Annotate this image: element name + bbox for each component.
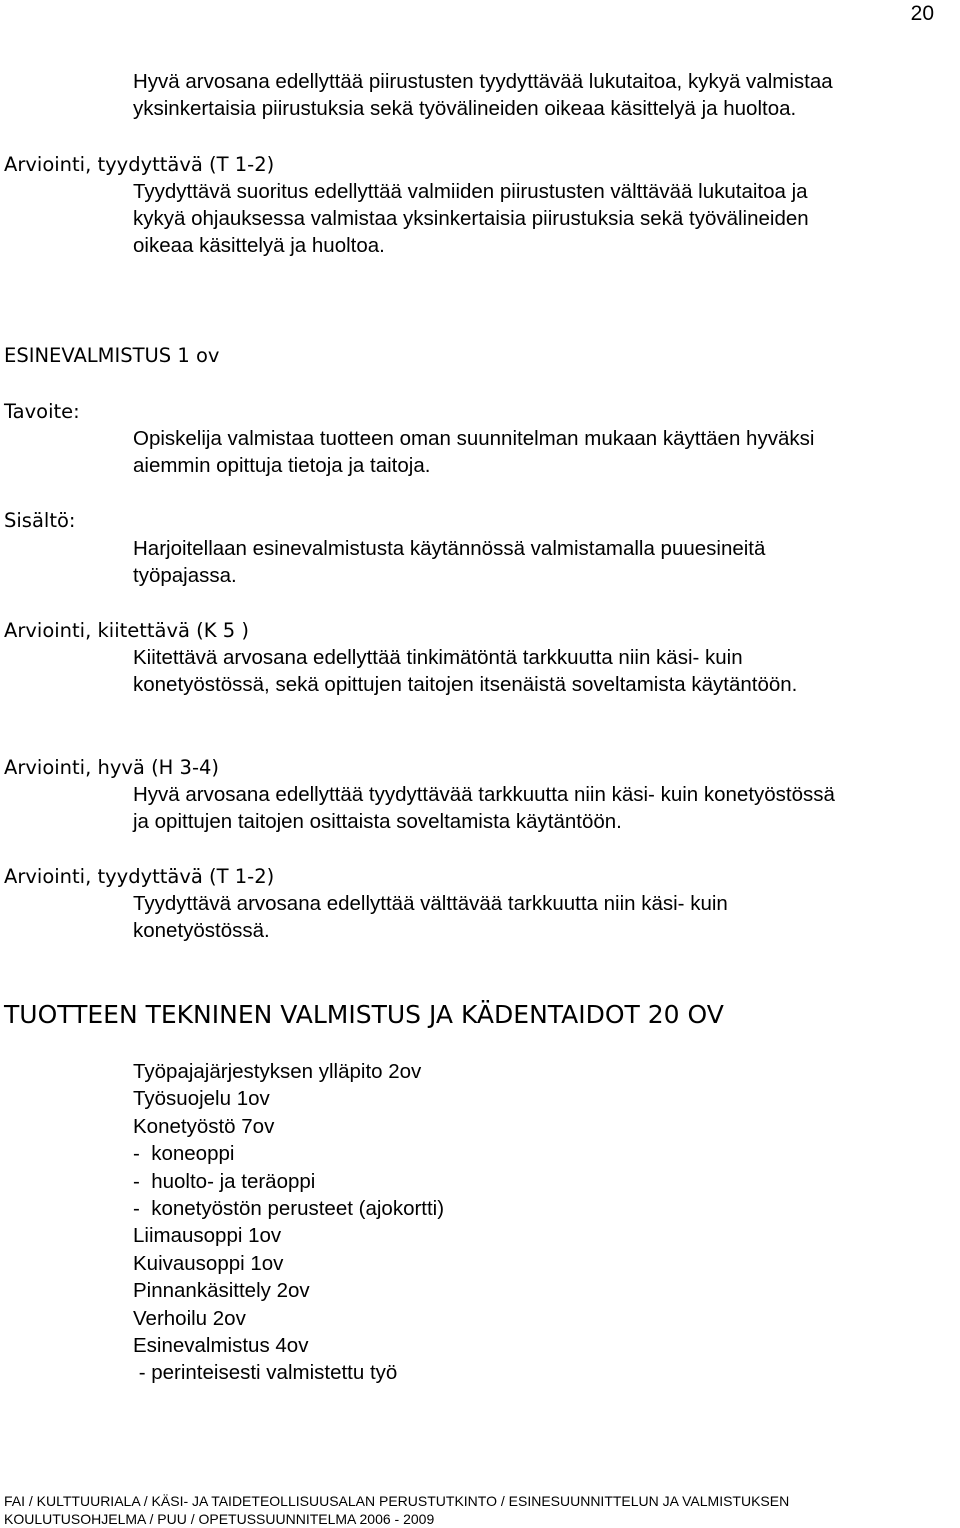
paragraph-line: konetyöstössä. bbox=[133, 919, 270, 942]
assessment-text-satisfactory-prev bbox=[133, 178, 809, 259]
content-text bbox=[133, 535, 765, 589]
assessment-text-good bbox=[133, 781, 835, 835]
list-item: Konetyöstö 7ov bbox=[133, 1114, 275, 1138]
assessment-heading-satisfactory-prev: Arviointi, tyydyttävä (T 1-2) bbox=[4, 153, 275, 176]
paragraph-line: Opiskelija valmistaa tuotteen oman suunnitelman mukaan käyttäen hyväksi bbox=[133, 427, 815, 450]
list-item: Kuivausoppi 1ov bbox=[133, 1251, 284, 1275]
paragraph-line: Tyydyttävä arvosana edellyttää välttävää tarkkuutta niin käsi- kuin bbox=[133, 892, 728, 915]
paragraph-line: ja opittujen taitojen osittaista soveltamista käytäntöön. bbox=[133, 810, 622, 833]
list-item: Pinnankäsittely 2ov bbox=[133, 1279, 310, 1303]
footer bbox=[4, 1492, 789, 1528]
list-item: Esinevalmistus 4ov bbox=[133, 1334, 309, 1358]
page-number: 20 bbox=[910, 2, 934, 25]
list-item: - perinteisesti valmistettu työ bbox=[133, 1361, 398, 1385]
paragraph-line: Kiitettävä arvosana edellyttää tinkimätöntä tarkkuutta niin käsi- kuin bbox=[133, 646, 743, 669]
footer-line: KOULUTUSOHJELMA / PUU / OPETUSSUUNNITELMA 2006 - 2009 bbox=[4, 1511, 435, 1527]
paragraph-line: kykyä ohjauksessa valmistaa yksinkertaisia piirustuksia sekä työvälineiden bbox=[133, 207, 809, 230]
assessment-heading-excellent: Arviointi, kiitettävä (K 5 ) bbox=[4, 619, 249, 642]
assessment-text-excellent bbox=[133, 644, 797, 698]
paragraph-line: Hyvä arvosana edellyttää piirustusten tyydyttävää lukutaitoa, kykyä valmistaa bbox=[133, 70, 833, 93]
paragraph-line: yksinkertaisia piirustuksia sekä työvälineiden oikeaa käsittelyä ja huoltoa. bbox=[133, 97, 797, 120]
list-item: - konetyöstön perusteet (ajokortti) bbox=[133, 1197, 445, 1221]
assessment-heading-good: Arviointi, hyvä (H 3-4) bbox=[4, 756, 219, 779]
list-item: - huolto- ja teräoppi bbox=[133, 1169, 316, 1193]
paragraph-line: Harjoitellaan esinevalmistusta käytännössä valmistamalla puuesineitä bbox=[133, 537, 766, 560]
intro-paragraph bbox=[133, 68, 833, 122]
paragraph-line: Tyydyttävä suoritus edellyttää valmiiden piirustusten välttävää lukutaitoa ja bbox=[133, 180, 808, 203]
list-item: Työpajajärjestyksen ylläpito 2ov bbox=[133, 1060, 422, 1083]
footer-line: FAI / KULTTUURIALA / KÄSI- JA TAIDETEOLLISUUSALAN PERUSTUTKINTO / ESINESUUNNITTELUN JA VALMISTUKSEN bbox=[4, 1493, 790, 1509]
list-item: Verhoilu 2ov bbox=[133, 1306, 246, 1330]
goal-text bbox=[133, 425, 814, 479]
paragraph-line: työpajassa. bbox=[133, 564, 237, 587]
paragraph-line: aiemmin opittuja tietoja ja taitoja. bbox=[133, 454, 431, 477]
content-label: Sisältö: bbox=[4, 509, 76, 532]
list-item: Työsuojelu 1ov bbox=[133, 1087, 270, 1111]
goal-label: Tavoite: bbox=[4, 400, 80, 423]
list-item: - koneoppi bbox=[133, 1142, 235, 1166]
course-list bbox=[133, 1058, 444, 1387]
main-heading: TUOTTEEN TEKNINEN VALMISTUS JA KÄDENTAIDOT 20 OV bbox=[4, 1000, 724, 1029]
paragraph-line: oikeaa käsittelyä ja huoltoa. bbox=[133, 234, 385, 257]
section-title: ESINEVALMISTUS 1 ov bbox=[4, 344, 220, 367]
assessment-heading-satisfactory: Arviointi, tyydyttävä (T 1-2) bbox=[4, 865, 275, 888]
paragraph-line: konetyöstössä, sekä opittujen taitojen itsenäistä soveltamista käytäntöön. bbox=[133, 673, 798, 696]
assessment-text-satisfactory bbox=[133, 890, 728, 944]
paragraph-line: Hyvä arvosana edellyttää tyydyttävää tarkkuutta niin käsi- kuin konetyöstössä bbox=[133, 783, 835, 806]
list-item: Liimausoppi 1ov bbox=[133, 1224, 282, 1248]
